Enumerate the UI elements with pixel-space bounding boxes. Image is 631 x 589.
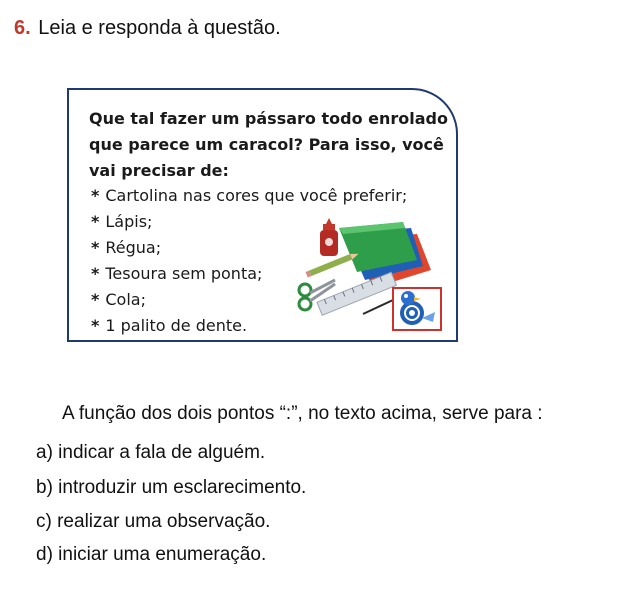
material-item-text: Cartolina nas cores que você preferir; — [105, 186, 408, 205]
material-item — [91, 237, 161, 259]
glue-bottle-icon — [320, 218, 338, 256]
material-item — [91, 315, 247, 337]
bullet-marker: * — [91, 316, 100, 335]
material-item — [91, 211, 152, 233]
intro-line-2: que parece um caracol? Para isso, você — [89, 135, 444, 154]
bullet-marker: * — [91, 290, 100, 309]
question-prompt: A função dos dois pontos “:”, no texto acima, serve para : — [62, 403, 543, 424]
bullet-marker: * — [91, 264, 100, 283]
question-instruction: Leia e responda à questão. — [38, 17, 281, 39]
bullet-marker: * — [91, 186, 100, 205]
intro-line-3: vai precisar de: — [89, 161, 229, 180]
material-item — [91, 289, 146, 311]
craft-materials-illustration — [293, 218, 443, 333]
material-item-text: Régua; — [105, 238, 162, 257]
bullet-marker: * — [91, 238, 100, 257]
material-item — [91, 263, 262, 285]
material-item-text: Tesoura sem ponta; — [105, 264, 263, 283]
question-number: 6. — [14, 17, 31, 39]
bullet-marker: * — [91, 212, 100, 231]
intro-line-1: Que tal fazer um pássaro todo enrolado — [89, 109, 448, 128]
recipe-text-box — [67, 88, 458, 342]
answer-option-c[interactable]: c) realizar uma observação. — [36, 511, 271, 532]
material-item-text: Lápis; — [105, 212, 153, 231]
snail-bird-frame — [393, 288, 441, 330]
ruler-icon — [317, 272, 396, 315]
answer-option-b[interactable]: b) introduzir um esclarecimento. — [36, 477, 307, 498]
answer-option-a[interactable]: a) indicar a fala de alguém. — [36, 442, 266, 463]
answer-option-d[interactable]: d) iniciar uma enumeração. — [36, 544, 267, 565]
question-header — [14, 16, 281, 40]
material-item — [91, 185, 407, 207]
material-item-text: 1 palito de dente. — [105, 316, 248, 335]
toothpick-icon — [363, 300, 393, 314]
material-item-text: Cola; — [105, 290, 146, 309]
